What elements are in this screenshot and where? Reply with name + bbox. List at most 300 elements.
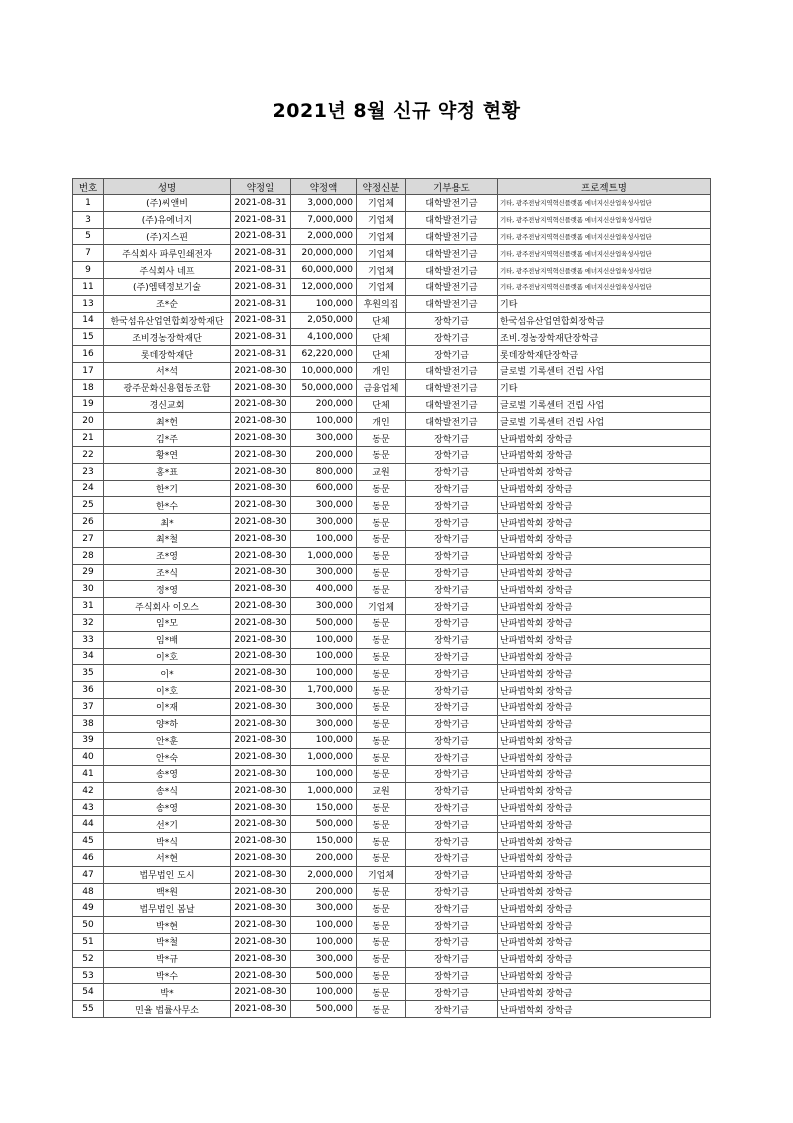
cell-donation-purpose: 장학기금: [406, 900, 498, 917]
cell-donation-purpose: 장학기금: [406, 480, 498, 497]
cell-donation-purpose: 장학기금: [406, 598, 498, 615]
cell-pledge-date: 2021-08-31: [231, 211, 291, 228]
cell-number: 37: [73, 698, 104, 715]
cell-pledge-status: 기업체: [357, 278, 406, 295]
cell-pledge-status: 동문: [357, 614, 406, 631]
cell-name: 양*하: [104, 715, 231, 732]
table-row: [73, 782, 711, 799]
cell-pledge-amount: 500,000: [291, 816, 357, 833]
cell-name: 법무법인 봄날: [104, 900, 231, 917]
table-row: [73, 581, 711, 598]
cell-donation-purpose: 장학기금: [406, 1001, 498, 1018]
cell-pledge-amount: 100,000: [291, 648, 357, 665]
cell-donation-purpose: 장학기금: [406, 917, 498, 934]
cell-pledge-date: 2021-08-30: [231, 396, 291, 413]
cell-pledge-amount: 4,100,000: [291, 329, 357, 346]
cell-number: 30: [73, 581, 104, 598]
cell-name: 경신교회: [104, 396, 231, 413]
header-donation-purpose: 기부용도: [406, 179, 498, 195]
cell-project-name: 난파법학회 장학금: [498, 598, 711, 615]
cell-project-name: 난파법학회 장학금: [498, 984, 711, 1001]
cell-project-name: 난파법학회 장학금: [498, 850, 711, 867]
cell-pledge-amount: 7,000,000: [291, 211, 357, 228]
cell-donation-purpose: 장학기금: [406, 530, 498, 547]
cell-pledge-date: 2021-08-30: [231, 1001, 291, 1018]
cell-number: 11: [73, 278, 104, 295]
cell-number: 54: [73, 984, 104, 1001]
cell-name: 한국섬유산업연합회장학재단: [104, 312, 231, 329]
cell-pledge-status: 동문: [357, 799, 406, 816]
cell-pledge-amount: 300,000: [291, 598, 357, 615]
header-name: 성명: [104, 179, 231, 195]
cell-pledge-date: 2021-08-30: [231, 782, 291, 799]
cell-number: 35: [73, 665, 104, 682]
cell-number: 40: [73, 749, 104, 766]
cell-pledge-status: 기업체: [357, 262, 406, 279]
cell-pledge-status: 동문: [357, 984, 406, 1001]
cell-number: 32: [73, 614, 104, 631]
cell-project-name: 난파법학회 장학금: [498, 715, 711, 732]
cell-project-name: 기타, 광주전남지역혁신플랫폼 에너지신산업육성사업단: [498, 278, 711, 295]
cell-name: 홍*표: [104, 463, 231, 480]
table-row: [73, 665, 711, 682]
cell-pledge-date: 2021-08-30: [231, 850, 291, 867]
cell-pledge-date: 2021-08-30: [231, 598, 291, 615]
table-row: [73, 1001, 711, 1018]
cell-project-name: 난파법학회 장학금: [498, 1001, 711, 1018]
table-row: [73, 396, 711, 413]
table-row: [73, 480, 711, 497]
cell-project-name: 난파법학회 장학금: [498, 446, 711, 463]
cell-pledge-amount: 1,000,000: [291, 547, 357, 564]
cell-pledge-date: 2021-08-30: [231, 934, 291, 951]
table-row: [73, 312, 711, 329]
cell-pledge-date: 2021-08-30: [231, 917, 291, 934]
cell-name: 송*영: [104, 766, 231, 783]
cell-donation-purpose: 장학기금: [406, 631, 498, 648]
cell-pledge-status: 동문: [357, 682, 406, 699]
table-row: [73, 530, 711, 547]
cell-donation-purpose: 장학기금: [406, 329, 498, 346]
cell-pledge-amount: 1,000,000: [291, 749, 357, 766]
cell-donation-purpose: 대학발전기금: [406, 195, 498, 212]
cell-number: 33: [73, 631, 104, 648]
cell-pledge-status: 동문: [357, 698, 406, 715]
cell-pledge-status: 단체: [357, 396, 406, 413]
cell-number: 42: [73, 782, 104, 799]
cell-number: 50: [73, 917, 104, 934]
cell-project-name: 난파법학회 장학금: [498, 430, 711, 447]
cell-number: 44: [73, 816, 104, 833]
cell-pledge-amount: 500,000: [291, 614, 357, 631]
table-row: [73, 211, 711, 228]
table-row: [73, 547, 711, 564]
table-row: [73, 463, 711, 480]
cell-pledge-date: 2021-08-30: [231, 564, 291, 581]
cell-pledge-date: 2021-08-30: [231, 950, 291, 967]
cell-pledge-amount: 200,000: [291, 883, 357, 900]
cell-pledge-status: 동문: [357, 816, 406, 833]
table-row: [73, 631, 711, 648]
cell-name: 서*현: [104, 850, 231, 867]
cell-donation-purpose: 장학기금: [406, 833, 498, 850]
cell-donation-purpose: 장학기금: [406, 934, 498, 951]
cell-pledge-date: 2021-08-30: [231, 682, 291, 699]
cell-project-name: 한국섬유산업연합회장학금: [498, 312, 711, 329]
cell-pledge-amount: 100,000: [291, 631, 357, 648]
cell-pledge-status: 동문: [357, 631, 406, 648]
cell-project-name: 난파법학회 장학금: [498, 614, 711, 631]
cell-project-name: 기타, 광주전남지역혁신플랫폼 에너지신산업육성사업단: [498, 228, 711, 245]
cell-name: 백*원: [104, 883, 231, 900]
cell-number: 31: [73, 598, 104, 615]
cell-project-name: 조비.경농장학재단장학금: [498, 329, 711, 346]
cell-name: (주)지스핀: [104, 228, 231, 245]
cell-pledge-amount: 300,000: [291, 900, 357, 917]
cell-pledge-status: 동문: [357, 497, 406, 514]
cell-donation-purpose: 장학기금: [406, 732, 498, 749]
cell-project-name: 난파법학회 장학금: [498, 934, 711, 951]
table-row: [73, 614, 711, 631]
cell-project-name: 기타, 광주전남지역혁신플랫폼 에너지신산업육성사업단: [498, 262, 711, 279]
cell-pledge-date: 2021-08-30: [231, 614, 291, 631]
cell-pledge-status: 개인: [357, 362, 406, 379]
cell-project-name: 글로벌 기록센터 건립 사업: [498, 396, 711, 413]
cell-name: 송*식: [104, 782, 231, 799]
cell-pledge-status: 기업체: [357, 211, 406, 228]
cell-project-name: 기타, 광주전남지역혁신플랫폼 에너지신산업육성사업단: [498, 245, 711, 262]
cell-pledge-date: 2021-08-30: [231, 749, 291, 766]
cell-number: 46: [73, 850, 104, 867]
cell-pledge-date: 2021-08-30: [231, 816, 291, 833]
cell-donation-purpose: 장학기금: [406, 614, 498, 631]
cell-donation-purpose: 장학기금: [406, 749, 498, 766]
table-row: [73, 682, 711, 699]
header-number: 번호: [73, 179, 104, 195]
cell-pledge-status: 동문: [357, 665, 406, 682]
cell-donation-purpose: 장학기금: [406, 866, 498, 883]
cell-pledge-date: 2021-08-30: [231, 497, 291, 514]
cell-project-name: 기타, 광주전남지역혁신플랫폼 에너지신산업육성사업단: [498, 211, 711, 228]
cell-project-name: 롯데장학재단장학금: [498, 346, 711, 363]
cell-donation-purpose: 장학기금: [406, 463, 498, 480]
cell-name: 서*석: [104, 362, 231, 379]
cell-pledge-amount: 100,000: [291, 665, 357, 682]
cell-project-name: 난파법학회 장학금: [498, 883, 711, 900]
cell-pledge-status: 동문: [357, 530, 406, 547]
cell-number: 55: [73, 1001, 104, 1018]
cell-project-name: 글로벌 기록센터 건립 사업: [498, 413, 711, 430]
cell-pledge-amount: 100,000: [291, 934, 357, 951]
cell-name: 주식회사 이오스: [104, 598, 231, 615]
cell-donation-purpose: 장학기금: [406, 648, 498, 665]
cell-pledge-date: 2021-08-30: [231, 967, 291, 984]
cell-pledge-amount: 500,000: [291, 1001, 357, 1018]
cell-number: 39: [73, 732, 104, 749]
cell-project-name: 난파법학회 장학금: [498, 749, 711, 766]
table-row: [73, 850, 711, 867]
cell-number: 36: [73, 682, 104, 699]
cell-pledge-amount: 100,000: [291, 732, 357, 749]
cell-pledge-amount: 10,000,000: [291, 362, 357, 379]
table-row: [73, 967, 711, 984]
cell-donation-purpose: 대학발전기금: [406, 262, 498, 279]
cell-project-name: 난파법학회 장학금: [498, 631, 711, 648]
cell-project-name: 난파법학회 장학금: [498, 782, 711, 799]
cell-donation-purpose: 장학기금: [406, 950, 498, 967]
cell-pledge-date: 2021-08-30: [231, 446, 291, 463]
cell-number: 38: [73, 715, 104, 732]
cell-number: 18: [73, 379, 104, 396]
cell-project-name: 난파법학회 장학금: [498, 665, 711, 682]
cell-pledge-amount: 300,000: [291, 698, 357, 715]
cell-name: 법무법인 도시: [104, 866, 231, 883]
cell-donation-purpose: 장학기금: [406, 497, 498, 514]
cell-project-name: 기타: [498, 379, 711, 396]
cell-pledge-amount: 150,000: [291, 799, 357, 816]
table-row: [73, 816, 711, 833]
table-row: [73, 749, 711, 766]
table-row: [73, 732, 711, 749]
cell-donation-purpose: 장학기금: [406, 430, 498, 447]
cell-donation-purpose: 장학기금: [406, 984, 498, 1001]
cell-pledge-status: 동문: [357, 581, 406, 598]
cell-donation-purpose: 장학기금: [406, 682, 498, 699]
table-row: [73, 648, 711, 665]
table-row: [73, 362, 711, 379]
cell-pledge-status: 동문: [357, 766, 406, 783]
cell-donation-purpose: 장학기금: [406, 312, 498, 329]
cell-donation-purpose: 장학기금: [406, 446, 498, 463]
cell-pledge-amount: 800,000: [291, 463, 357, 480]
table-row: [73, 598, 711, 615]
table-row: [73, 950, 711, 967]
cell-donation-purpose: 장학기금: [406, 782, 498, 799]
cell-pledge-amount: 100,000: [291, 766, 357, 783]
cell-donation-purpose: 대학발전기금: [406, 245, 498, 262]
cell-project-name: 난파법학회 장학금: [498, 547, 711, 564]
cell-name: 이*호: [104, 648, 231, 665]
cell-pledge-date: 2021-08-30: [231, 866, 291, 883]
cell-pledge-status: 동문: [357, 715, 406, 732]
cell-donation-purpose: 장학기금: [406, 766, 498, 783]
cell-pledge-amount: 1,000,000: [291, 782, 357, 799]
cell-name: (주)유에너지: [104, 211, 231, 228]
cell-name: 조*순: [104, 295, 231, 312]
cell-number: 1: [73, 195, 104, 212]
cell-name: 임*모: [104, 614, 231, 631]
table-row: [73, 698, 711, 715]
cell-pledge-date: 2021-08-30: [231, 766, 291, 783]
cell-name: 박*현: [104, 917, 231, 934]
table-row: [73, 262, 711, 279]
table-row: [73, 295, 711, 312]
cell-pledge-date: 2021-08-31: [231, 245, 291, 262]
cell-project-name: 난파법학회 장학금: [498, 967, 711, 984]
cell-name: 안*훈: [104, 732, 231, 749]
cell-donation-purpose: 장학기금: [406, 665, 498, 682]
table-row: [73, 514, 711, 531]
cell-donation-purpose: 장학기금: [406, 816, 498, 833]
cell-name: 롯데장학재단: [104, 346, 231, 363]
cell-project-name: 난파법학회 장학금: [498, 833, 711, 850]
table-row: [73, 766, 711, 783]
cell-donation-purpose: 대학발전기금: [406, 396, 498, 413]
cell-number: 7: [73, 245, 104, 262]
cell-pledge-amount: 100,000: [291, 984, 357, 1001]
table-row: [73, 715, 711, 732]
cell-donation-purpose: 대학발전기금: [406, 295, 498, 312]
cell-project-name: 난파법학회 장학금: [498, 766, 711, 783]
cell-name: 박*철: [104, 934, 231, 951]
cell-pledge-date: 2021-08-31: [231, 228, 291, 245]
cell-pledge-amount: 2,050,000: [291, 312, 357, 329]
cell-pledge-date: 2021-08-30: [231, 463, 291, 480]
cell-number: 51: [73, 934, 104, 951]
cell-donation-purpose: 장학기금: [406, 967, 498, 984]
cell-pledge-date: 2021-08-30: [231, 379, 291, 396]
cell-name: 주식회사 파루인쇄전자: [104, 245, 231, 262]
cell-donation-purpose: 대학발전기금: [406, 211, 498, 228]
table-row: [73, 833, 711, 850]
cell-number: 15: [73, 329, 104, 346]
cell-pledge-amount: 200,000: [291, 446, 357, 463]
cell-pledge-amount: 62,220,000: [291, 346, 357, 363]
table-row: [73, 799, 711, 816]
cell-pledge-status: 동문: [357, 1001, 406, 1018]
cell-number: 43: [73, 799, 104, 816]
cell-project-name: 기타: [498, 295, 711, 312]
cell-number: 17: [73, 362, 104, 379]
table-row: [73, 497, 711, 514]
cell-name: 김*주: [104, 430, 231, 447]
table-row: [73, 917, 711, 934]
cell-pledge-status: 동문: [357, 514, 406, 531]
table-row: [73, 346, 711, 363]
cell-donation-purpose: 대학발전기금: [406, 362, 498, 379]
cell-pledge-amount: 150,000: [291, 833, 357, 850]
cell-name: 선*기: [104, 816, 231, 833]
cell-pledge-status: 개인: [357, 413, 406, 430]
cell-donation-purpose: 장학기금: [406, 581, 498, 598]
cell-number: 52: [73, 950, 104, 967]
cell-name: 조비경농장학재단: [104, 329, 231, 346]
cell-project-name: 난파법학회 장학금: [498, 682, 711, 699]
cell-pledge-amount: 100,000: [291, 917, 357, 934]
cell-pledge-date: 2021-08-31: [231, 278, 291, 295]
cell-name: 박*규: [104, 950, 231, 967]
cell-donation-purpose: 대학발전기금: [406, 278, 498, 295]
cell-pledge-status: 동문: [357, 446, 406, 463]
cell-pledge-amount: 20,000,000: [291, 245, 357, 262]
cell-pledge-date: 2021-08-30: [231, 984, 291, 1001]
cell-number: 23: [73, 463, 104, 480]
cell-project-name: 난파법학회 장학금: [498, 799, 711, 816]
cell-donation-purpose: 장학기금: [406, 514, 498, 531]
cell-number: 14: [73, 312, 104, 329]
cell-donation-purpose: 대학발전기금: [406, 413, 498, 430]
cell-pledge-date: 2021-08-30: [231, 581, 291, 598]
cell-donation-purpose: 장학기금: [406, 564, 498, 581]
cell-pledge-status: 교원: [357, 463, 406, 480]
cell-pledge-date: 2021-08-31: [231, 195, 291, 212]
cell-pledge-status: 동문: [357, 917, 406, 934]
cell-name: 박*수: [104, 967, 231, 984]
cell-pledge-status: 동문: [357, 833, 406, 850]
cell-name: 최*: [104, 514, 231, 531]
table-row: [73, 228, 711, 245]
cell-name: 이*호: [104, 682, 231, 699]
cell-project-name: 난파법학회 장학금: [498, 497, 711, 514]
cell-number: 48: [73, 883, 104, 900]
cell-pledge-amount: 300,000: [291, 430, 357, 447]
cell-donation-purpose: 대학발전기금: [406, 379, 498, 396]
cell-donation-purpose: 장학기금: [406, 850, 498, 867]
cell-donation-purpose: 장학기금: [406, 799, 498, 816]
cell-pledge-date: 2021-08-31: [231, 312, 291, 329]
cell-pledge-date: 2021-08-30: [231, 799, 291, 816]
table-row: [73, 984, 711, 1001]
cell-pledge-status: 동문: [357, 564, 406, 581]
pledge-table: [72, 178, 711, 1018]
cell-pledge-amount: 100,000: [291, 413, 357, 430]
cell-name: 최*헌: [104, 413, 231, 430]
cell-pledge-amount: 2,000,000: [291, 228, 357, 245]
cell-donation-purpose: 장학기금: [406, 346, 498, 363]
cell-name: 정*영: [104, 581, 231, 598]
table-row: [73, 564, 711, 581]
cell-pledge-status: 동문: [357, 547, 406, 564]
cell-pledge-date: 2021-08-30: [231, 631, 291, 648]
cell-pledge-amount: 600,000: [291, 480, 357, 497]
cell-project-name: 난파법학회 장학금: [498, 463, 711, 480]
cell-pledge-date: 2021-08-30: [231, 480, 291, 497]
cell-pledge-status: 동문: [357, 430, 406, 447]
cell-pledge-status: 동문: [357, 950, 406, 967]
cell-project-name: 난파법학회 장학금: [498, 581, 711, 598]
cell-project-name: 난파법학회 장학금: [498, 950, 711, 967]
cell-donation-purpose: 대학발전기금: [406, 228, 498, 245]
header-pledge-amount: 약정액: [291, 179, 357, 195]
cell-project-name: 기타, 광주전남지역혁신플랫폼 에너지신산업육성사업단: [498, 195, 711, 212]
cell-number: 13: [73, 295, 104, 312]
table-row: [73, 900, 711, 917]
cell-pledge-date: 2021-08-30: [231, 514, 291, 531]
cell-number: 53: [73, 967, 104, 984]
cell-pledge-status: 금융업체: [357, 379, 406, 396]
cell-number: 19: [73, 396, 104, 413]
cell-pledge-status: 동문: [357, 480, 406, 497]
cell-pledge-date: 2021-08-30: [231, 698, 291, 715]
cell-number: 26: [73, 514, 104, 531]
cell-pledge-amount: 300,000: [291, 715, 357, 732]
cell-pledge-amount: 60,000,000: [291, 262, 357, 279]
cell-pledge-amount: 200,000: [291, 850, 357, 867]
cell-number: 20: [73, 413, 104, 430]
cell-pledge-date: 2021-08-31: [231, 262, 291, 279]
cell-number: 24: [73, 480, 104, 497]
page-title: 2021년 8월 신규 약정 현황: [272, 100, 521, 122]
cell-project-name: 난파법학회 장학금: [498, 866, 711, 883]
table-row: [73, 883, 711, 900]
cell-project-name: 난파법학회 장학금: [498, 564, 711, 581]
cell-name: 이*재: [104, 698, 231, 715]
cell-donation-purpose: 장학기금: [406, 547, 498, 564]
cell-pledge-date: 2021-08-30: [231, 900, 291, 917]
cell-number: 27: [73, 530, 104, 547]
cell-number: 41: [73, 766, 104, 783]
cell-pledge-date: 2021-08-30: [231, 430, 291, 447]
